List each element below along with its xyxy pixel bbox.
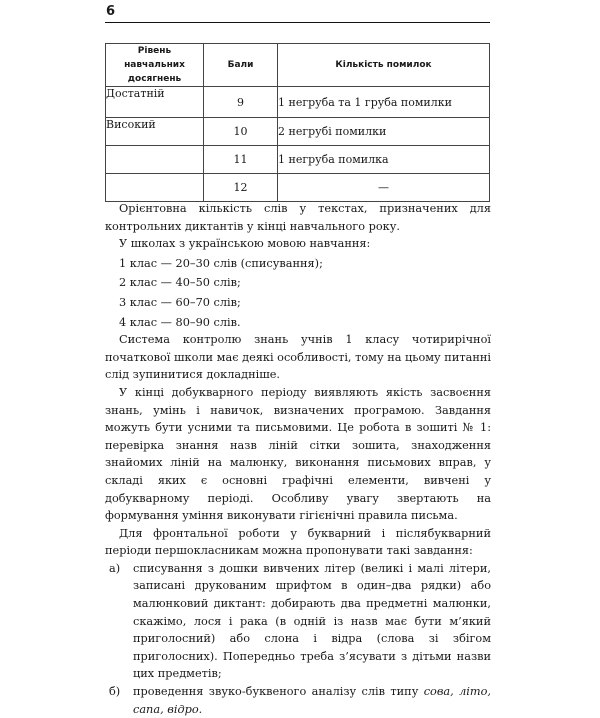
table-row	[106, 87, 490, 118]
page-number: 6	[106, 4, 116, 19]
task-text: списування з дошки вивчених літер (великі і малі літери, записані друкованим шрифтом в один–два рядки) або малюнковий диктант: добирають два предметні малюнки, скажімо, лося і рака (в одній із назв має бути м’який приголосний) або слона і відра (слова зі збігом приголосних). Попередньо треба з’ясувати з дітьми назви цих предметів;	[133, 561, 491, 681]
grade-item: 3 клас — 60–70 слів;	[119, 295, 241, 309]
task-b-text: проведення звуко-буквеного аналізу слів типу	[133, 685, 419, 699]
table-header-row	[106, 44, 490, 87]
paragraph: Система контролю знань учнів 1 класу чотирирічної початкової школи має деякі особливості, тому на цьому питанні слід зупинитися докладніше.	[105, 333, 492, 382]
task-b-words: сова, літо, сапа, відро.	[133, 685, 491, 716]
paragraph: Орієнтовна кількість слів у текстах, призначених для контрольних диктантів у кінці навчального року.	[105, 202, 491, 233]
table-row	[106, 146, 490, 174]
table-row	[106, 118, 490, 146]
paragraph: У школах з українською мовою навчання:	[119, 237, 371, 251]
grade-item: 2 клас — 40–50 слів;	[119, 276, 241, 290]
cell-score: 11	[204, 146, 278, 174]
cell-errors: 1 негруба помилка	[278, 146, 490, 174]
cell-level	[106, 146, 204, 174]
cell-level: Достатній	[106, 87, 204, 118]
grades-table	[105, 43, 490, 202]
task-a	[105, 560, 491, 683]
header-rule	[105, 22, 490, 23]
grade-item: 4 клас — 80–90 слів.	[119, 315, 241, 329]
task-marker: а)	[109, 561, 121, 575]
cell-level: Високий	[106, 118, 204, 146]
table-row	[106, 174, 490, 202]
cell-errors: 2 негрубі помилки	[278, 118, 490, 146]
cell-score: 10	[204, 118, 278, 146]
grade-item: 1 клас — 20–30 слів (списування);	[119, 256, 323, 270]
task-text	[133, 683, 491, 718]
paragraph: У кінці добукварного періоду виявляють якість засвоєння знань, умінь і навичок, визначених програмою. Завдання можуть бути усними та письмовими. Це робота в зошиті № 1: перевірка знання назв ліній сітки зошита, знаходження знайомих ліній на малюнку, виконання письмових вправ, у складі яких є основні графічні елементи, вивчені у добукварному періоді. Особливу увагу звертають на формування уміння виконувати гігієнічні правила письма.	[105, 385, 491, 523]
header-level: Рівень навчальних досягнень	[106, 44, 204, 87]
header-score: Бали	[204, 44, 278, 87]
paragraph: Для фронтальної роботи у букварний і післябукварний періоди першокласникам можна пропонувати такі завдання:	[105, 526, 491, 558]
task-b	[105, 683, 491, 718]
cell-level	[106, 174, 204, 202]
cell-score: 12	[204, 174, 278, 202]
body-text	[105, 200, 491, 718]
cell-errors: 1 негруба та 1 груба помилки	[278, 87, 490, 118]
task-marker: б)	[109, 685, 121, 699]
header-errors: Кількість помилок	[278, 44, 490, 87]
cell-score: 9	[204, 87, 278, 118]
cell-errors: —	[278, 174, 490, 202]
